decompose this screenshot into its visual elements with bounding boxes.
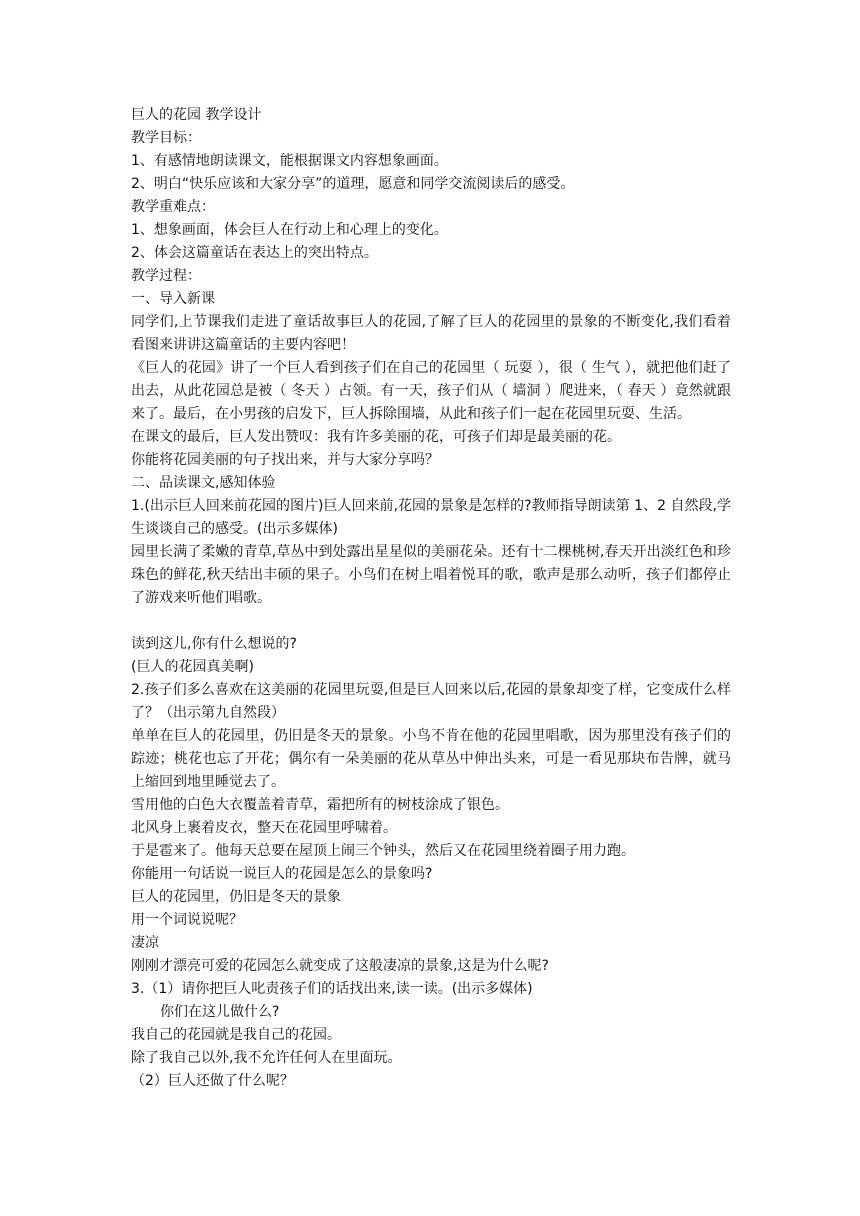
key-point-1: 1、想象画面，体会巨人在行动上和心理上的变化。: [131, 222, 448, 238]
paragraph-snow-frost: 雪用他的白色大衣覆盖着青草，霜把所有的树枝涂成了银色。: [131, 797, 509, 813]
paragraph-ending: 在课文的最后，巨人发出赞叹：我有许多美丽的花，可孩子们却是最美丽的花。: [131, 429, 621, 445]
paragraph-hail: 于是雹来了。他每天总要在屋顶上闹三个钟头，然后又在花园里绕着圈子用力跑。: [131, 843, 635, 859]
paragraph-question-4: 用一个词说说呢？: [131, 912, 243, 928]
section-1-heading: 一、导入新课: [131, 291, 215, 307]
paragraph-north-wind: 北风身上裹着皮衣，整天在花园里呼啸着。: [131, 820, 397, 836]
blank-line: [131, 610, 731, 633]
paragraph-intro: 同学们,上节课我们走进了童话故事巨人的花园,了解了巨人的花园里的景象的不断变化,我们看着看图来讲讲这篇童话的主要内容吧！: [131, 314, 731, 353]
quote-line-2: 我自己的花园就是我自己的花园。: [131, 1027, 341, 1043]
heading-goals: 教学目标：: [131, 130, 201, 146]
document-title: 巨人的花园 教学设计: [131, 107, 262, 123]
section-2-heading: 二、品读课文,感知体验: [131, 475, 276, 491]
paragraph-question-2: 读到这儿,你有什么想说的?: [131, 636, 297, 652]
document-body: [131, 104, 731, 1093]
quote-line-1: 你们在这儿做什么?: [160, 1004, 280, 1020]
paragraph-question-5: 刚刚才漂亮可爱的花园怎么就变成了这般凄凉的景象,这是为什么呢?: [131, 958, 549, 974]
paragraph-question-3: 你能用一句话说一说巨人的花园是怎么的景象吗?: [131, 866, 433, 882]
heading-process: 教学过程：: [131, 268, 201, 284]
paragraph-answer: (巨人的花园真美啊): [131, 659, 254, 675]
paragraph-step-3: 3.（1）请你把巨人叱责孩子们的话找出来,读一读。(出示多媒体): [131, 981, 533, 997]
quote-line-3: 除了我自己以外,我不允许任何人在里面玩。: [131, 1050, 402, 1066]
paragraph-step-3-2: （2）巨人还做了什么呢？: [131, 1073, 294, 1089]
paragraph-question: 你能将花园美丽的句子找出来，并与大家分享吗？: [131, 452, 439, 468]
key-point-2: 2、体会这篇童话在表达上的突出特点。: [131, 245, 378, 261]
paragraph-answer-3: 凄凉: [131, 935, 159, 951]
goal-1: 1、有感情地朗读课文，能根据课文内容想象画面。: [131, 153, 448, 169]
paragraph-answer-2: 巨人的花园里，仍旧是冬天的景象: [131, 889, 341, 905]
goal-2: 2、明白“快乐应该和大家分享”的道理，愿意和同学交流阅读后的感受。: [131, 176, 575, 192]
paragraph-summary: 《巨人的花园》讲了一个巨人看到孩子们在自己的花园里（ 玩耍 ），很（ 生气 ），就把他们赶了出去，从此花园总是被（ 冬天 ）占领。有一天，孩子们从（ 墙洞 ）爬进来，（ 春天 ）竟然就跟来了。最后，在小男孩的启发下，巨人拆除围墙，从此和孩子们一起在花园里玩耍、生活。: [131, 360, 731, 422]
heading-key-points: 教学重难点：: [131, 199, 215, 215]
paragraph-step-2: 2.孩子们多么喜欢在这美丽的花园里玩耍,但是巨人回来以后,花园的景象却变了样，它变成什么样了？（出示第九自然段）: [131, 682, 731, 721]
paragraph-step-1: 1.(出示巨人回来前花园的图片)巨人回来前,花园的景象是怎样的?教师指导朗读第 1、2 自然段,学生谈谈自己的感受。(出示多媒体): [131, 498, 731, 537]
paragraph-garden-before: 园里长满了柔嫩的青草,草丛中到处露出星星似的美丽花朵。还有十二棵桃树,春天开出淡红色和珍珠色的鲜花,秋天结出丰硕的果子。小鸟们在树上唱着悦耳的歌，歌声是那么动听，孩子们都停止了游戏来听他们唱歌。: [131, 544, 731, 606]
paragraph-winter-scene: 单单在巨人的花园里，仍旧是冬天的景象。小鸟不肯在他的花园里唱歌，因为那里没有孩子们的踪迹；桃花也忘了开花；偶尔有一朵美丽的花从草丛中伸出头来，可是一看见那块布告牌，就马上缩回到地里睡觉去了。: [131, 728, 731, 790]
